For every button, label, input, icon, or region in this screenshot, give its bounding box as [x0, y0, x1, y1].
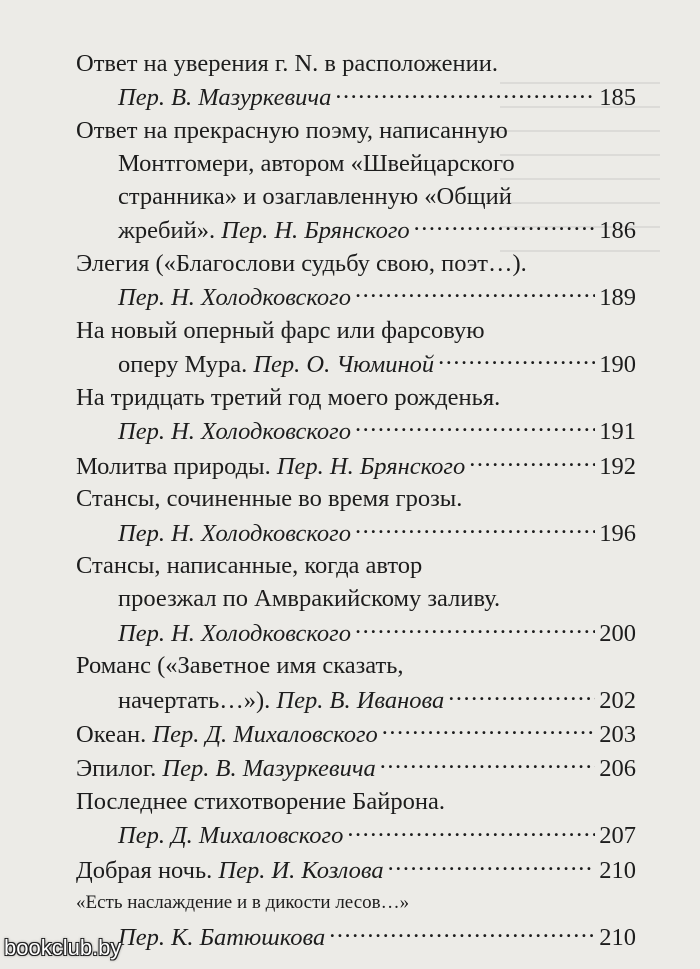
toc-entry-page-number: 191 — [599, 418, 636, 446]
toc-entry-line: Монтгомери, автором «Швейцарского — [118, 149, 515, 177]
toc-entry-leader-line — [76, 348, 636, 382]
toc-entry — [76, 550, 636, 650]
toc-entry-leader-line — [76, 819, 636, 853]
toc-entry-leader-line — [76, 752, 636, 786]
toc-entry-title: Добрая ночь. — [76, 856, 219, 884]
toc-entry-leader-line — [76, 853, 636, 887]
watermark: bookclub.by — [4, 935, 122, 960]
toc-entry-leader-line — [76, 616, 636, 650]
toc-entry-line: Ответ на уверения г. N. в расположении. — [76, 50, 498, 77]
toc-entry-leader-line — [76, 281, 636, 315]
toc-entry-translator: Пер. Н. Холодковского — [118, 519, 351, 547]
toc-entry-title: Океан. — [76, 720, 153, 748]
toc-entry-leader-line — [76, 717, 636, 751]
toc-entry-line: Стансы, написанные, когда автор — [76, 552, 423, 580]
toc-entry-translator: Пер. О. Чюминой — [253, 351, 435, 379]
toc-entry-leader-line — [76, 683, 636, 717]
toc-entry — [76, 853, 636, 887]
toc-entry-page-number: 190 — [599, 351, 636, 379]
toc-entry-line: проезжал по Амвракийскому заливу. — [118, 585, 501, 613]
toc-entry-line: «Есть наслаждение и в дикости лесов…» — [76, 892, 410, 914]
toc-entry-translator: Пер. Д. Михаловского — [152, 720, 378, 748]
toc-entry — [76, 449, 636, 483]
dot-leader — [355, 616, 595, 641]
dot-leader — [335, 81, 595, 106]
toc-entry-translator: Пер. И. Козлова — [218, 856, 384, 884]
dot-leader — [414, 213, 596, 238]
toc-entry-page-number: 210 — [599, 923, 636, 951]
toc-entry-title: оперу Мура. — [118, 351, 254, 379]
toc-entry-title: жребий». — [118, 216, 222, 244]
dot-leader — [388, 853, 596, 878]
toc-entry — [76, 717, 636, 751]
toc-entry-page-number: 186 — [599, 216, 636, 244]
toc-entry — [76, 483, 636, 550]
toc-entry-line: На новый оперный фарс или фарсовую — [76, 316, 485, 344]
toc-entry-translator: Пер. В. Мазуркевича — [118, 84, 332, 112]
toc-entry-translator: Пер. Н. Холодковского — [118, 418, 351, 446]
toc-entry-line: Ответ на прекрасную поэму, написанную — [76, 117, 508, 145]
toc-entry — [76, 382, 636, 449]
dot-leader — [355, 516, 595, 541]
toc-entry-page-number: 192 — [599, 452, 636, 480]
toc-entry-leader-line — [76, 516, 636, 550]
toc-entry-line: Последнее стихотворение Байрона. — [76, 788, 445, 816]
dot-leader — [329, 920, 595, 945]
toc-entry-translator: Пер. В. Иванова — [276, 686, 445, 714]
toc-entry-page-number: 203 — [599, 720, 636, 748]
toc-entry-leader-line — [76, 920, 636, 954]
toc-entry — [76, 650, 636, 717]
dot-leader — [380, 752, 595, 777]
dot-leader — [438, 348, 595, 373]
toc-entry — [76, 115, 636, 248]
toc-entry-leader-line — [76, 415, 636, 449]
toc-entry-page-number: 207 — [599, 822, 636, 850]
toc-entry — [76, 887, 636, 954]
dot-leader — [469, 449, 595, 474]
toc-entry-page-number: 206 — [599, 755, 636, 783]
toc-entry-line: странника» и озаглавленную «Общий — [118, 182, 512, 210]
toc-entry-page-number: 189 — [599, 284, 636, 312]
toc-entry-leader-line — [76, 449, 636, 483]
toc-entry-translator: Пер. Н. Брянского — [221, 216, 410, 244]
toc-entry-title: начертать…»). — [118, 686, 277, 714]
toc-entry-line: Элегия («Благослови судьбу свою, поэт…). — [76, 249, 527, 277]
toc-entry-translator: Пер. Н. Холодковского — [118, 619, 351, 647]
toc-entry-page-number: 185 — [599, 84, 636, 112]
toc-entry — [76, 315, 636, 382]
dot-leader — [355, 281, 595, 306]
dot-leader — [347, 819, 595, 844]
toc-entry-translator: Пер. К. Батюшкова — [118, 923, 326, 951]
toc-entry-translator: Пер. Н. Холодковского — [118, 284, 351, 312]
toc-entry-page-number: 200 — [599, 619, 636, 647]
dot-leader — [355, 415, 595, 440]
toc-entry-leader-line — [76, 213, 636, 247]
toc-entry-title: Эпилог. — [76, 755, 163, 783]
toc-entry-translator: Пер. Д. Михаловского — [118, 822, 344, 850]
toc-entry — [76, 248, 636, 315]
dot-leader — [382, 717, 595, 742]
dot-leader — [448, 683, 595, 708]
toc-entry-line: Романс («Заветное имя сказать, — [76, 652, 404, 680]
toc-entry — [76, 48, 636, 115]
toc-entry-translator: Пер. Н. Брянского — [276, 452, 466, 480]
toc-entry-title: Молитва природы. — [76, 452, 277, 480]
toc-entry — [76, 786, 636, 853]
table-of-contents — [76, 48, 636, 955]
toc-entry-line: Стансы, сочиненные во время грозы. — [76, 485, 463, 513]
toc-entry-leader-line — [76, 81, 636, 115]
toc-entry-line: На тридцать третий год моего рожденья. — [76, 383, 501, 411]
toc-entry-page-number: 196 — [599, 519, 636, 547]
toc-entry-translator: Пер. В. Мазуркевича — [162, 755, 376, 783]
toc-entry — [76, 752, 636, 786]
toc-entry-page-number: 202 — [599, 686, 636, 714]
toc-entry-page-number: 210 — [599, 856, 636, 884]
